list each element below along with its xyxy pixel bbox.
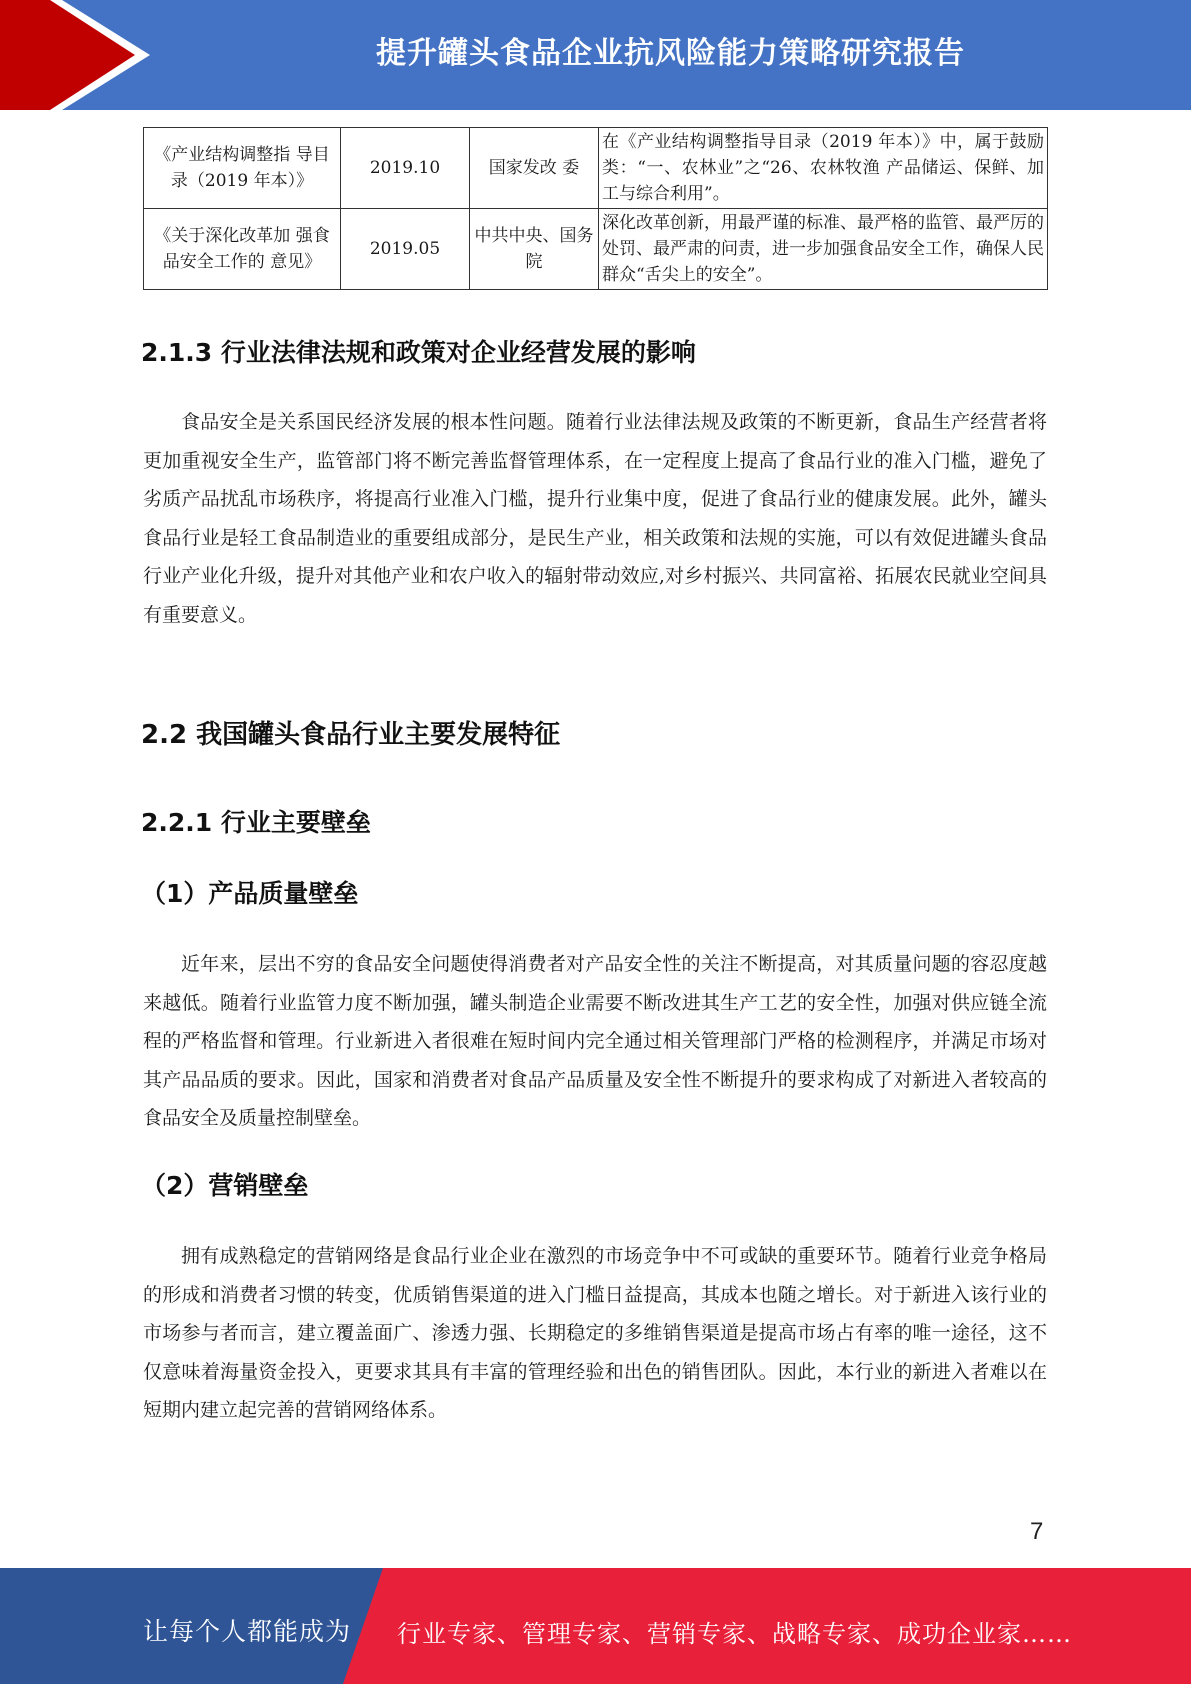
subheading-product-quality-barrier: （1）产品质量壁垒 [141,879,359,908]
table-cell-issuer: 国家发改 委 [470,128,599,209]
footer-slogan-left: 让每个人都能成为 [143,1617,352,1646]
section-heading-2-2-1: 2.2.1 行业主要壁垒 [141,808,371,837]
table-cell-date: 2019.10 [341,128,470,209]
table-row [144,209,1048,290]
report-title: 提升罐头食品企业抗风险能力策略研究报告 [376,36,965,71]
table-cell-policy-name: 《产业结构调整指 导目录（2019 年本）》 [144,128,341,209]
marketing-paragraph: 拥有成熟稳定的营销网络是食品行业企业在激烈的市场竞争中不可或缺的重要环节。随着行业竞争格局的形成和消费者习惯的转变，优质销售渠道的进入门槛日益提高，其成本也随之增长。对于新进入该行业的市场参与者而言，建立覆盖面广、渗透力强、长期稳定的多维销售渠道是提高市场占有率的唯一途径，这不仅意味着海量资金投入，更要求其具有丰富的管理经验和出色的销售团队。因此，本行业的新进入者难以在短期内建立起完善的营销网络体系。 [143,1245,1047,1421]
table-cell-description: 在《产业结构调整指导目录（2019 年本）》中，属于鼓励类：“一、农林业”之“26、农林牧渔 产品储运、保鲜、加工与综合利用”。 [599,128,1048,209]
policy-table [143,127,1048,290]
table-cell-description: 深化改革创新，用最严谨的标准、最严格的监管、最严厉的处罚、最严肃的问责，进一步加强食品安全工作，确保人民群众“舌尖上的安全”。 [599,209,1048,290]
page-header [0,0,1191,110]
table-cell-issuer: 中共中央、国务院 [470,209,599,290]
header-chevron-decoration [0,0,160,110]
table-cell-policy-name: 《关于深化改革加 强食品安全工作的 意见》 [144,209,341,290]
page-number: 7 [1030,1518,1044,1545]
subheading-marketing-barrier: （2）营销壁垒 [141,1171,309,1200]
table-cell-date: 2019.05 [341,209,470,290]
page-footer [0,1568,1191,1684]
section-2-1-3-paragraph: 食品安全是关系国民经济发展的根本性问题。随着行业法律法规及政策的不断更新，食品生产经营者将更加重视安全生产，监管部门将不断完善监督管理体系，在一定程度上提高了食品行业的准入门槛，避免了劣质产品扰乱市场秩序，将提高行业准入门槛，提升行业集中度，促进了食品行业的健康发展。此外，罐头食品行业是轻工食品制造业的重要组成部分，是民生产业，相关政策和法规的实施，可以有效促进罐头食品行业产业化升级，提升对其他产业和农户收入的辐射带动效应,对乡村振兴、共同富裕、拓展农民就业空间具有重要意义。 [143,411,1047,626]
footer-slogan-right: 行业专家、管理专家、营销专家、战略专家、成功企业家…… [397,1620,1072,1648]
product-quality-paragraph: 近年来，层出不穷的食品安全问题使得消费者对产品安全性的关注不断提高，对其质量问题的容忍度越来越低。随着行业监管力度不断加强，罐头制造企业需要不断改进其生产工艺的安全性，加强对供应链全流程的严格监督和管理。行业新进入者很难在短时间内完全通过相关管理部门严格的检测程序，并满足市场对其产品品质的要求。因此，国家和消费者对食品产品质量及安全性不断提升的要求构成了对新进入者较高的食品安全及质量控制壁垒。 [143,953,1047,1129]
table-row [144,128,1048,209]
section-heading-2-2: 2.2 我国罐头食品行业主要发展特征 [141,720,561,750]
section-heading-2-1-3: 2.1.3 行业法律法规和政策对企业经营发展的影响 [141,338,696,367]
